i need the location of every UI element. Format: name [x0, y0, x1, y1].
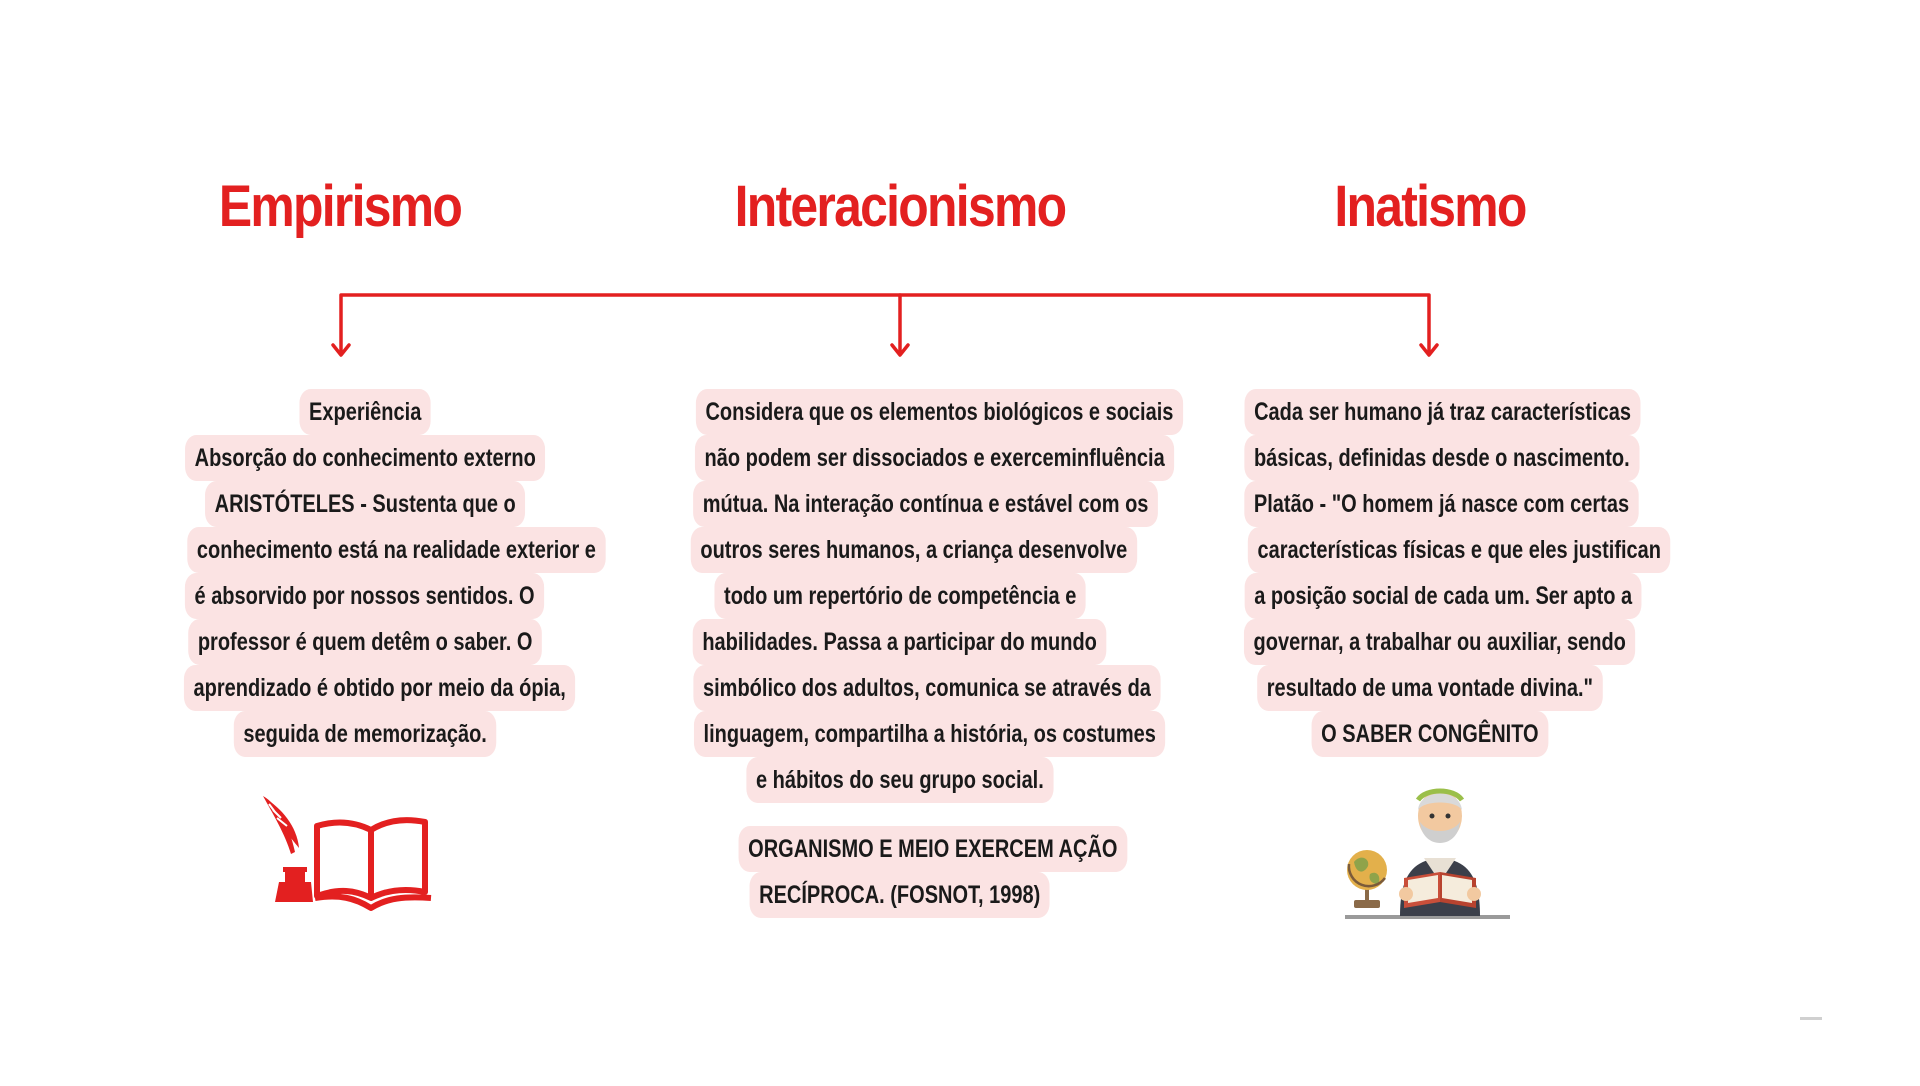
text-line: mútua. Na interação contínua e estável com os [693, 481, 1158, 527]
note-line: RECÍPROCA. (FOSNOT, 1998) [750, 872, 1050, 918]
text-line: outros seres humanos, a criança desenvolve [691, 527, 1137, 573]
text-line: professor é quem detêm o saber. O [188, 619, 542, 665]
text-line: Considera que os elementos biológicos e sociais [696, 389, 1183, 435]
text-line: é absorvido por nossos sentidos. O [185, 573, 544, 619]
text-line: conhecimento está na realidade exterior e [187, 527, 605, 573]
text-line: todo um repertório de competência e [714, 573, 1085, 619]
text-line: habilidades. Passa a participar do mundo [693, 619, 1107, 665]
title-inatismo: Inatismo [1334, 174, 1526, 239]
text-line: simbólico dos adultos, comunica se através da [693, 665, 1160, 711]
note-line: ORGANISMO E MEIO EXERCEM AÇÃO [739, 826, 1127, 872]
text-line: aprendizado é obtido por meio da ópia, [184, 665, 575, 711]
corner-mark [1800, 1017, 1822, 1020]
interacionismo-description [635, 389, 1174, 803]
text-line: Cada ser humano já traz características [1245, 389, 1641, 435]
text-line: ARISTÓTELES - Sustenta que o [205, 481, 525, 527]
text-line: e hábitos do seu grupo social. [746, 757, 1053, 803]
inatismo-description [1195, 389, 1665, 757]
philosopher-with-book-and-globe-icon [1340, 770, 1520, 925]
title-interacionismo: Interacionismo [734, 174, 1066, 239]
text-line: resultado de uma vontade divina." [1257, 665, 1602, 711]
text-line: características físicas e que eles justifican [1248, 527, 1671, 573]
text-line: O SABER CONGÊNITO [1312, 711, 1549, 757]
connector-bar [341, 295, 1429, 353]
text-line: governar, a trabalhar ou auxiliar, sendo [1244, 619, 1636, 665]
text-line: Platão - "O homem já nasce com certas [1244, 481, 1638, 527]
text-line: básicas, definidas desde o nascimento. [1244, 435, 1639, 481]
text-line: Experiência [299, 389, 430, 435]
quill-inkpot-book-icon [255, 790, 435, 915]
text-line: seguida de memorização. [234, 711, 497, 757]
empirismo-description [135, 389, 595, 757]
text-line: Absorção do conhecimento externo [185, 435, 545, 481]
text-line: linguagem, compartilha a história, os costumes [694, 711, 1166, 757]
interacionismo-note [690, 826, 1118, 918]
text-line: não podem ser dissociados e exerceminfluência [695, 435, 1174, 481]
text-line: a posição social de cada um. Ser apto a [1245, 573, 1642, 619]
title-empirismo: Empirismo [218, 174, 462, 239]
